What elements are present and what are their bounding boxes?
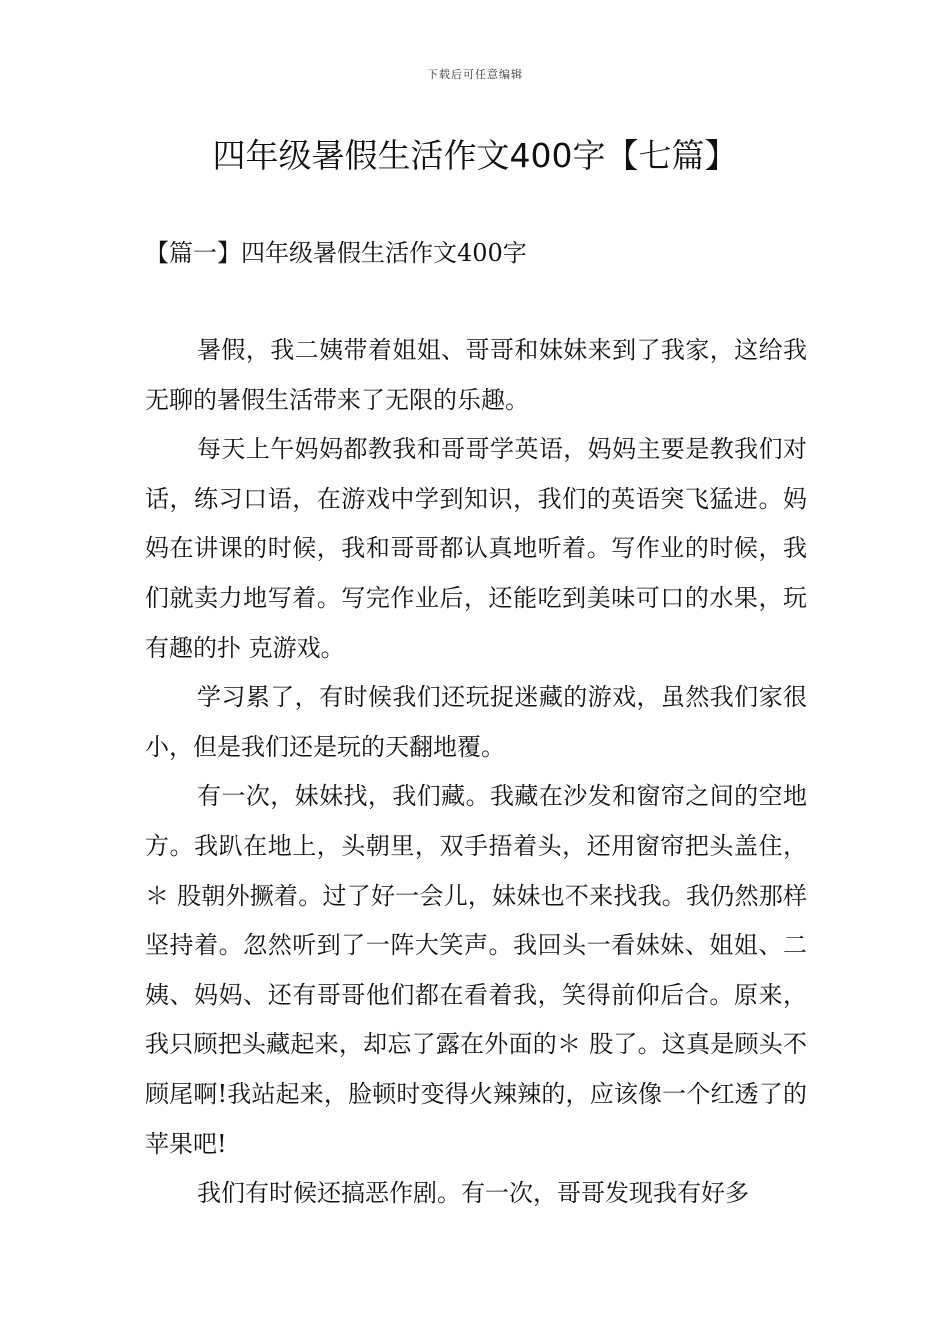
paragraph-5: 我们有时候还搞恶作剧。有一次，哥哥发现我有好多 [197, 1179, 749, 1208]
paragraph-1: 暑假，我二姨带着姐姐、哥哥和妹妹来到了我家，这给我无聊的暑假生活带来了无限的乐趣。 [145, 336, 807, 414]
paragraph-2: 每天上午妈妈都教我和哥哥学英语，妈妈主要是教我们对话，练习口语，在游戏中学到知识，我们的英语突飞猛进。妈妈在讲课的时候，我和哥哥都认真地听着。写作业的时候，我们就卖力地写着。写完作业后，还能吃到美味可口的水果，玩有趣的扑 克游戏。 [145, 435, 807, 662]
paragraph-4: 有一次，妹妹找，我们藏。我藏在沙发和窗帘之间的空地方。我趴在地上，头朝里，双手捂着头，还用窗帘把头盖住，＊ 股朝外撅着。过了好一会儿，妹妹也不来找我。我仍然那样坚持着。忽然听到了一阵大笑声。我回头一看妹妹、姐姐、二姨、妈妈、还有哥哥他们都在看着我，笑得前仰后合。原来，我只顾把头藏起来，却忘了露在外面的＊ 股了。这真是顾头不顾尾啊!我站起来，脸顿时变得火辣辣的，应该像一个红透了的苹果吧! [145, 782, 807, 1158]
page-header-note: 下载后可任意编辑 [427, 68, 523, 81]
paragraph-3: 学习累了，有时候我们还玩捉迷藏的游戏，虽然我们家很小，但是我们还是玩的天翻地覆。 [145, 683, 807, 761]
document-title: 四年级暑假生活作文400字【七篇】 [212, 136, 738, 175]
essay-body [145, 326, 807, 1219]
section-heading: 【篇一】四年级暑假生活作文400字 [145, 239, 527, 267]
